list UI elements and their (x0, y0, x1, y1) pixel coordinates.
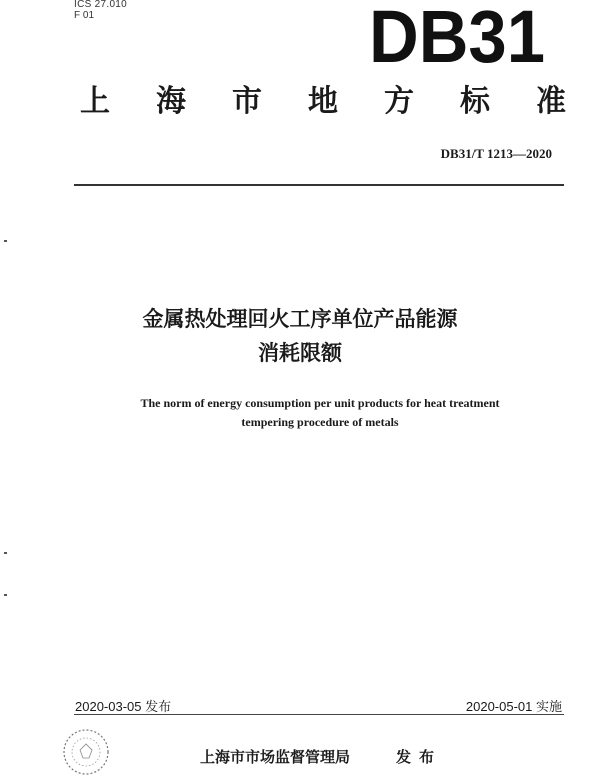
scan-speck (4, 240, 7, 242)
standard-type-char: 准 (536, 84, 566, 119)
standard-number: DB31/T 1213—2020 (440, 146, 552, 161)
header-divider (74, 184, 564, 186)
official-seal-icon (60, 726, 112, 778)
standard-type-char: 标 (460, 84, 490, 119)
standard-type-title (80, 84, 566, 120)
standard-type-char: 地 (308, 84, 338, 119)
standard-type-char: 海 (156, 84, 186, 119)
issuing-authority: 上海市市场监督管理局 (200, 748, 351, 766)
english-title-line-2: tempering procedure of metals (241, 415, 399, 429)
standard-type-char: 上 (80, 84, 110, 119)
scan-speck (4, 594, 7, 596)
chinese-title-line-1: 金属热处理回火工序单位产品能源 (142, 307, 458, 331)
footer-divider (74, 714, 564, 715)
english-title-line-1: The norm of energy consumption per unit products for heat treatment (140, 396, 500, 410)
scan-speck (4, 552, 7, 554)
issue-date: 2020-03-05 发布 (75, 699, 172, 714)
classification-code: F 01 (74, 10, 95, 21)
standard-type-char: 方 (384, 84, 414, 119)
implementation-date: 2020-05-01 实施 (465, 699, 562, 714)
db31-logo (368, 2, 546, 68)
issuer-action: 发布 (396, 748, 443, 766)
chinese-title-line-2: 消耗限额 (258, 341, 342, 365)
ics-code: ICS 27.010 (74, 0, 128, 10)
db31-logo-text: DB31 (369, 2, 545, 68)
standard-type-char: 市 (232, 84, 262, 119)
